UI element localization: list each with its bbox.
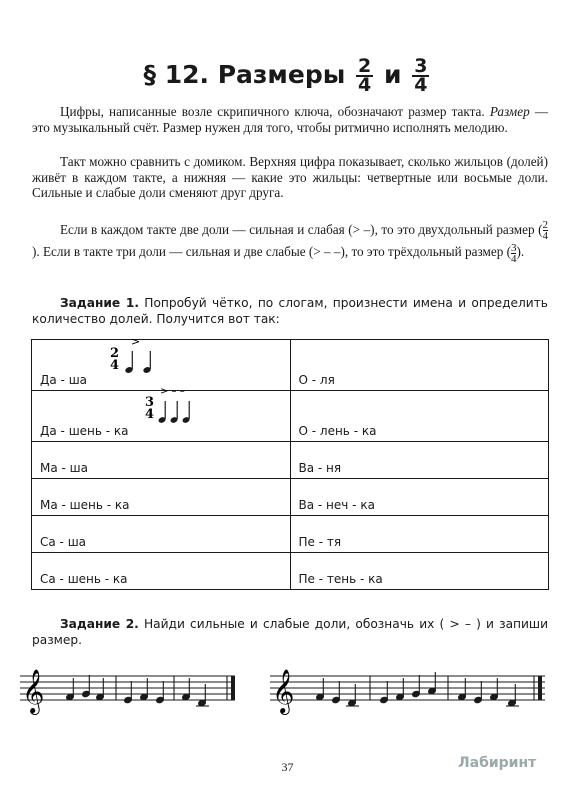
treble-clef-icon: 𝄞: [22, 669, 45, 713]
table-cell-left: Ма - ша: [32, 442, 291, 479]
table-cell-left: Да - шень - ка 3 4 > – –: [32, 391, 291, 442]
term-razmer: Размер: [489, 104, 530, 119]
title-prefix: § 12. Размеры: [143, 60, 346, 89]
table-row: [32, 391, 549, 442]
table-row: [32, 553, 549, 590]
meter-denominator: 4: [110, 358, 120, 373]
table-cell-left: Да - ша 2 4 >: [32, 340, 291, 391]
table-row: [32, 442, 549, 479]
page-title: [0, 55, 575, 96]
accent-mark: >: [131, 335, 141, 348]
watermark-logo: Лабиринт: [458, 755, 537, 771]
meter-numerator: 3: [145, 395, 155, 410]
table-cell-right: О - ля: [290, 340, 549, 391]
accent-marks: > – –: [160, 386, 185, 397]
title-fraction-1: $\frac{2}{4}$: [358, 55, 372, 96]
table-row: [32, 479, 549, 516]
meter-denominator: 4: [145, 407, 155, 422]
table-row: [32, 516, 549, 553]
intro-paragraph-3: Если в каждом такте две доли — сильная и слабая (> –), то это двухдольный размер ( $\frac{2}{4}$ ). Если в такте три доли — сильная и две слабые (> – –), то это трёхдольный размер ( $\frac{3}{4}$ ).: [32, 219, 548, 265]
task-1-text: Задание 1. Попробуй чётко, по слогам, произнести имена и определить количество долей. Получится вот так:: [32, 296, 548, 326]
title-fraction-2: $\frac{3}{4}$: [414, 55, 428, 96]
meter-numerator: 2: [110, 346, 120, 361]
table-cell-right: Пе - тя: [290, 516, 549, 553]
rhythm-3-4-icon: [140, 386, 230, 430]
table-cell-right: Ва - неч - ка: [290, 479, 549, 516]
treble-clef-icon: 𝄞: [272, 669, 295, 713]
title-conjunction: и: [384, 60, 402, 89]
task-1-label: Задание 1.: [60, 296, 139, 310]
task-2-text: Задание 2. Найди сильные и слабые доли, обозначь их ( > – ) и запиши размер.: [32, 617, 548, 647]
table-row: [32, 340, 549, 391]
table-cell-right: Ва - ня: [290, 442, 549, 479]
task-2-label: Задание 2.: [60, 617, 139, 631]
table-cell-left: Ма - шень - ка: [32, 479, 291, 516]
inline-fraction-3-4: $\frac{3}{4}$: [510, 241, 517, 265]
music-staff-2-icon: [270, 660, 550, 720]
rhythm-2-4-icon: [102, 335, 182, 379]
names-syllables-table: [31, 335, 549, 590]
page-number: 37: [281, 760, 294, 774]
intro-paragraph-1: Цифры, написанные возле скрипичного ключа, обозначают размер такта. Размер — это музыкальный счёт. Размер нужен для того, чтобы ритмично исполнять мелодию.: [32, 104, 549, 135]
intro-paragraph-2: Такт можно сравнить с домиком. Верхняя цифра показывает, сколько жильцов (долей) живёт в каждом такте, а нижняя — какие это жильцы: четвертные или восьмые доли. Сильные и слабые доли сменяют друг друга.: [32, 154, 548, 200]
table-cell-right: Пе - тень - ка: [290, 553, 549, 590]
music-staff-1-icon: [20, 660, 240, 720]
table-cell-left: Са - ша: [32, 516, 291, 553]
inline-fraction-2-4: $\frac{2}{4}$: [542, 219, 548, 243]
table-cell-right: О - лень - ка: [290, 391, 549, 442]
table-cell-left: Са - шень - ка: [32, 553, 291, 590]
